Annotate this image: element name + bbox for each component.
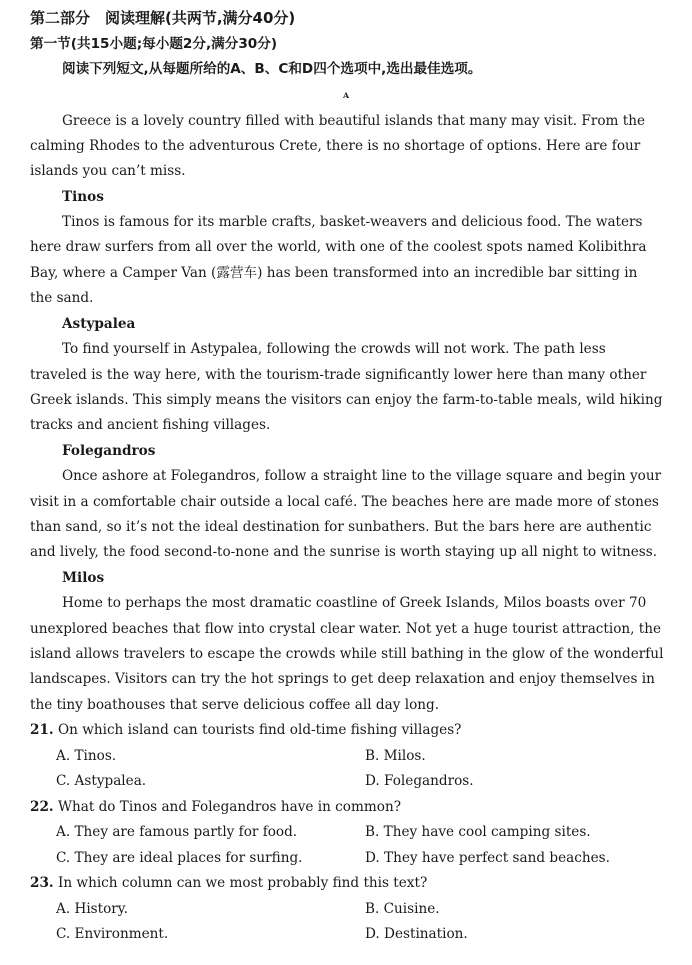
folegandros-line: than sand, so it’s not the ideal destination for sunbathers. But the bars here are authentic — [30, 519, 652, 535]
q22-option-c[interactable]: C. They are ideal places for surfing. — [56, 850, 303, 866]
tinos-line: the sand. — [30, 290, 94, 306]
intro-line: Greece is a lovely country filled with beautiful islands that many may visit. From the — [62, 113, 646, 129]
q22-option-a[interactable]: A. They are famous partly for food. — [56, 824, 298, 840]
astypalea-line: tracks and ancient fishing villages. — [30, 417, 271, 433]
q21-option-c[interactable]: C. Astypalea. — [56, 773, 147, 789]
question-stem: In which column can we most probably find this text? — [57, 875, 428, 891]
milos-line: the tiny boathouses that serve delicious coffee all day long. — [30, 697, 440, 713]
question-23 — [30, 874, 427, 892]
astypalea-line: traveled is the way here, with the tourism-trade significantly lower here than many other — [30, 367, 647, 383]
island-heading-folegandros: Folegandros — [62, 443, 156, 459]
question-22 — [30, 798, 401, 816]
astypalea-line: Greek islands. This simply means the visitors can enjoy the farm-to-table meals, wild hiking — [30, 392, 663, 408]
q23-option-b[interactable]: B. Cuisine. — [365, 901, 440, 917]
q21-option-a[interactable]: A. Tinos. — [56, 748, 117, 764]
question-stem: What do Tinos and Folegandros have in common? — [57, 799, 401, 815]
q21-option-d[interactable]: D. Folegandros. — [365, 773, 474, 789]
milos-line: Home to perhaps the most dramatic coastline of Greek Islands, Milos boasts over 70 — [62, 595, 647, 611]
milos-line: island allows travelers to escape the crowds while still bathing in the glow of the wonderful — [30, 646, 664, 662]
tinos-line: Tinos is famous for its marble crafts, basket-weavers and delicious food. The waters — [62, 214, 643, 230]
tinos-line: Bay, where a Camper Van (露营车) has been transformed into an incredible bar sitting in — [30, 265, 638, 281]
folegandros-line: visit in a comfortable chair outside a local café. The beaches here are made more of stones — [30, 494, 659, 510]
folegandros-line: and lively, the food second-to-none and the sunrise is worth staying up all night to witness. — [30, 544, 658, 560]
island-heading-milos: Milos — [62, 570, 105, 586]
question-21 — [30, 721, 461, 739]
island-heading-astypalea: Astypalea — [62, 316, 136, 332]
part-heading: 第二部分 阅读理解(共两节,满分40分) — [30, 9, 296, 27]
question-number: 22. — [30, 799, 54, 815]
milos-line: landscapes. Visitors can try the hot springs to get deep relaxation and enjoy themselves in — [30, 671, 655, 687]
passage-label: A — [342, 91, 350, 100]
question-stem: On which island can tourists find old-time fishing villages? — [57, 722, 462, 738]
folegandros-line: Once ashore at Folegandros, follow a straight line to the village square and begin your — [62, 468, 662, 484]
intro-line: calming Rhodes to the adventurous Crete, there is no shortage of options. Here are four — [30, 138, 641, 154]
island-heading-tinos: Tinos — [62, 189, 104, 205]
q22-option-d[interactable]: D. They have perfect sand beaches. — [365, 850, 610, 866]
instruction-text: 阅读下列短文,从每题所给的A、B、C和D四个选项中,选出最佳选项。 — [62, 61, 482, 77]
question-number: 23. — [30, 875, 54, 891]
q23-option-c[interactable]: C. Environment. — [56, 926, 169, 942]
tinos-line: here draw surfers from all over the world, with one of the coolest spots named Kolibithra — [30, 239, 647, 255]
question-number: 21. — [30, 722, 54, 738]
q21-option-b[interactable]: B. Milos. — [365, 748, 426, 764]
section-heading: 第一节(共15小题;每小题2分,满分30分) — [30, 36, 278, 52]
q22-option-b[interactable]: B. They have cool camping sites. — [365, 824, 591, 840]
astypalea-line: To find yourself in Astypalea, following the crowds will not work. The path less — [62, 341, 606, 357]
intro-line: islands you can’t miss. — [30, 163, 186, 179]
q23-option-d[interactable]: D. Destination. — [365, 926, 468, 942]
milos-line: unexplored beaches that flow into crystal clear water. Not yet a huge tourist attraction, the — [30, 621, 662, 637]
q23-option-a[interactable]: A. History. — [56, 901, 128, 917]
